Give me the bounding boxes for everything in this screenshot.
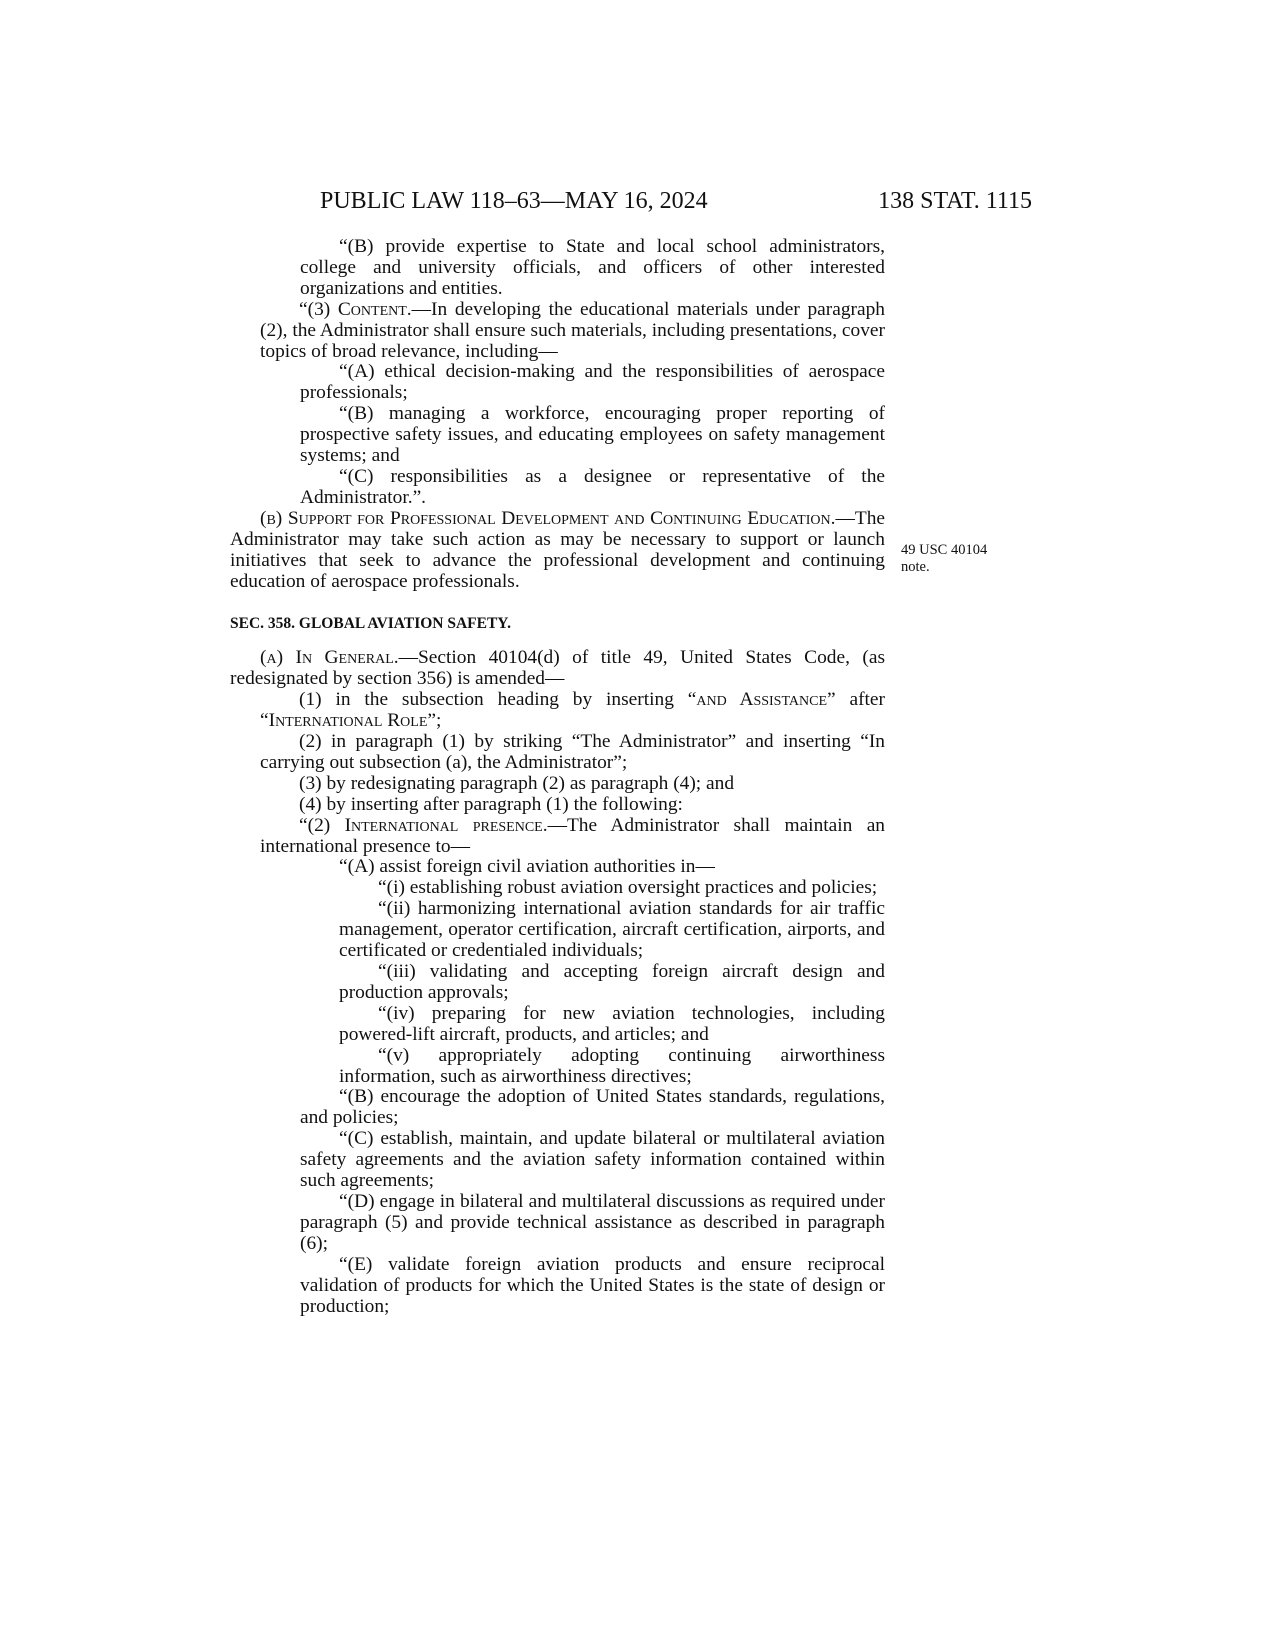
paragraph-support (230, 509, 885, 593)
paragraph-international-presence (230, 816, 885, 858)
item-i-oversight: “(i) establishing robust aviation oversight practices and policies; (378, 877, 878, 899)
item-b-encourage: “(B) encourage the adoption of United States standards, regulations, and policies; (300, 1086, 885, 1129)
amendment-1: (1) in the subsection heading by inserting “and Assistance” after “International Role”; (260, 689, 885, 732)
support-heading: (b) Support for Professional Development and Continuing Education. (260, 507, 836, 529)
item-d-discussions: “(D) engage in bilateral and multilateral discussions as required under paragraph (5) and provide technical assistance as described in paragraph (6); (300, 1190, 885, 1254)
paragraph-designee: “(C) responsibilities as a designee or representative of the Administrator.”. (300, 465, 885, 508)
paragraph-workforce: “(B) managing a workforce, encouraging proper reporting of prospective safety issues, and educating employees on safety management systems; and (300, 403, 885, 467)
international-presence-heading: “(2) International presence. (299, 814, 548, 836)
item-iv-preparing: “(iv) preparing for new aviation technologies, including powered-lift aircraft, products, and articles; and (339, 1002, 885, 1045)
page-body (230, 237, 885, 1317)
paragraph-ethical: “(A) ethical decision-making and the responsibilities of aerospace professionals; (300, 361, 885, 404)
margin-note-label: note. (901, 559, 930, 575)
margin-note (901, 542, 991, 576)
paragraph-expertise: “(B) provide expertise to State and local school administrators, college and university officials, and officers of other interested organizations and entities. (300, 236, 885, 299)
item-c-agreements: “(C) establish, maintain, and update bilateral or multilateral aviation safety agreements and the aviation safety information contained within such agreements; (300, 1128, 885, 1192)
item-iii-validating: “(iii) validating and accepting foreign aircraft design and production approvals; (339, 961, 885, 1003)
amendment-3: (3) by redesignating paragraph (2) as paragraph (4); and (299, 772, 735, 794)
amendment-2: (2) in paragraph (1) by striking “The Administrator” and inserting “In carrying out subsection (a), the Administrator”; (260, 731, 885, 773)
item-a-assist: “(A) assist foreign civil aviation authorities in— (339, 856, 715, 878)
section-heading: SEC. 358. GLOBAL AVIATION SAFETY. (230, 615, 511, 633)
in-general-heading: (a) In General. (260, 647, 399, 669)
paragraph-in-general (230, 648, 885, 690)
item-v-airworthiness: “(v) appropriately adopting continuing airworthiness information, such as airworthiness directives; (339, 1044, 885, 1087)
amendment-4: (4) by inserting after paragraph (1) the following: (299, 793, 683, 815)
content-heading: “(3) Content. (299, 298, 412, 320)
support-text: —The Administrator may take such action as may be necessary to support or launch initiatives that seek to advance the professional development and continuing education of aerospace professionals. (230, 507, 885, 592)
paragraph-content (230, 300, 885, 363)
statute-page-number: 138 STAT. 1115 (878, 188, 1032, 214)
item-ii-harmonizing: “(ii) harmonizing international aviation standards for air traffic management, operator certification, aircraft certification, airports, and certificated or credentialed individuals; (339, 898, 885, 962)
running-header (320, 186, 1032, 216)
item-e-validate: “(E) validate foreign aviation products and ensure reciprocal validation of products for which the United States is the state of design or production; (300, 1253, 885, 1317)
public-law-citation: PUBLIC LAW 118–63—MAY 16, 2024 (320, 188, 708, 214)
in-general-text: —Section 40104(d) of title 49, United States Code, (as redesignated by section 356) is amended— (230, 647, 885, 690)
content-text: —In developing the educational materials under paragraph (2), the Administrator shall ensure such materials, including presentations, cover topics of broad relevance, including— (260, 298, 885, 362)
margin-note-citation: 49 USC 40104 (901, 542, 988, 558)
international-presence-text: —The Administrator shall maintain an international presence to— (260, 814, 885, 857)
